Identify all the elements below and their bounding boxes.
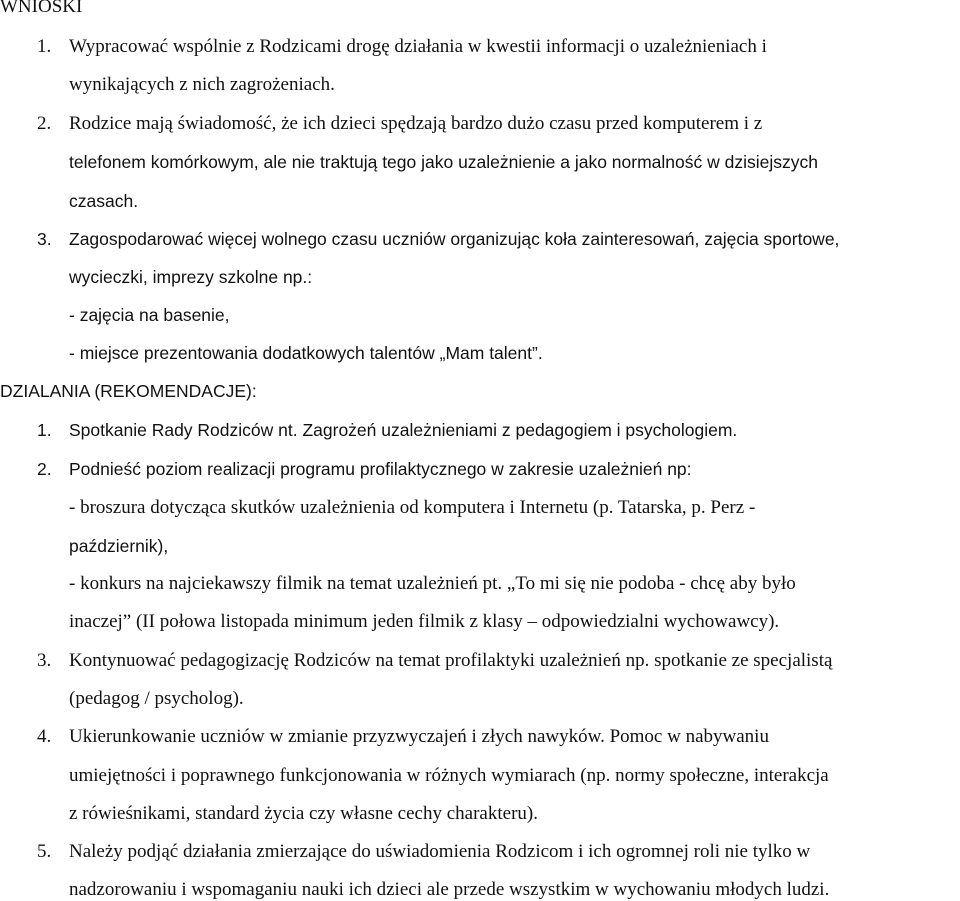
list-item-line: Ukierunkowanie uczniów w zmianie przyzwyczajeń i złych nawyków. Pomoc w nabywaniu [69, 726, 769, 747]
list-item-line: umiejętności i poprawnego funkcjonowania w różnych wymiarach (np. normy społeczne, interakcja [69, 765, 829, 786]
list-item-line: Spotkanie Rady Rodziców nt. Zagrożeń uzależnieniami z pedagogiem i psychologiem. [69, 420, 738, 440]
list-item-line: Należy podjąć działania zmierzające do uświadomienia Rodzicom i ich ogromnej roli nie tylko w [69, 841, 811, 862]
list-item-line: wycieczki, imprezy szkolne np.: [69, 267, 313, 287]
section-heading-dzialania: DZIALANIA (REKOMENDACJE): [0, 381, 257, 401]
list-number: 5. [37, 841, 52, 862]
list-item-line: (pedagog / psycholog). [69, 688, 244, 709]
list-item-line: z rówieśnikami, standard życia czy własne cechy charakteru). [69, 803, 538, 824]
list-item-line: Zagospodarować więcej wolnego czasu uczniów organizując koła zainteresowań, zajęcia sportowe, [69, 229, 840, 249]
list-item-line: październik), [69, 536, 169, 556]
list-item-line: wynikających z nich zagrożeniach. [69, 74, 335, 95]
list-item-line: telefonem komórkowym, ale nie traktują tego jako uzależnienie a jako normalność w dzisiejszych [69, 152, 818, 172]
list-number: 3. [37, 650, 52, 671]
list-item-line: czasach. [69, 191, 139, 211]
list-number: 1. [37, 36, 52, 57]
list-item-line: nadzorowaniu i wspomaganiu nauki ich dzieci ale przede wszystkim w wychowaniu młodych ludzi. [69, 879, 830, 900]
list-item-line: Kontynuować pedagogizację Rodziców na temat profilaktyki uzależnień np. spotkanie ze specjalistą [69, 650, 833, 671]
list-number: 1. [37, 420, 52, 440]
list-item-line: - zajęcia na basenie, [69, 305, 230, 325]
section-heading-wnioski: WNIOSKI [0, 0, 83, 17]
list-item-line: inaczej” (II połowa listopada minimum jeden filmik z klasy – odpowiedzialni wychowawcy). [69, 611, 780, 632]
list-item-line: - konkurs na najciekawszy filmik na temat uzależnień pt. „To mi się nie podoba - chcę aby było [69, 573, 796, 594]
list-number: 2. [37, 459, 52, 479]
list-item-line: Rodzice mają świadomość, że ich dzieci spędzają bardzo dużo czasu przed komputerem i z [69, 113, 763, 134]
list-number: 2. [37, 113, 52, 134]
list-number: 3. [37, 229, 52, 249]
list-number: 4. [37, 726, 52, 747]
list-item-line: Wypracować wspólnie z Rodzicami drogę działania w kwestii informacji o uzależnieniach i [69, 36, 767, 57]
list-item-line: Podnieść poziom realizacji programu profilaktycznego w zakresie uzależnień np: [69, 459, 692, 479]
list-item-line: - broszura dotycząca skutków uzależnienia od komputera i Internetu (p. Tatarska, p. Perz - [69, 497, 756, 518]
list-item-line: - miejsce prezentowania dodatkowych talentów „Mam talent”. [69, 343, 543, 363]
